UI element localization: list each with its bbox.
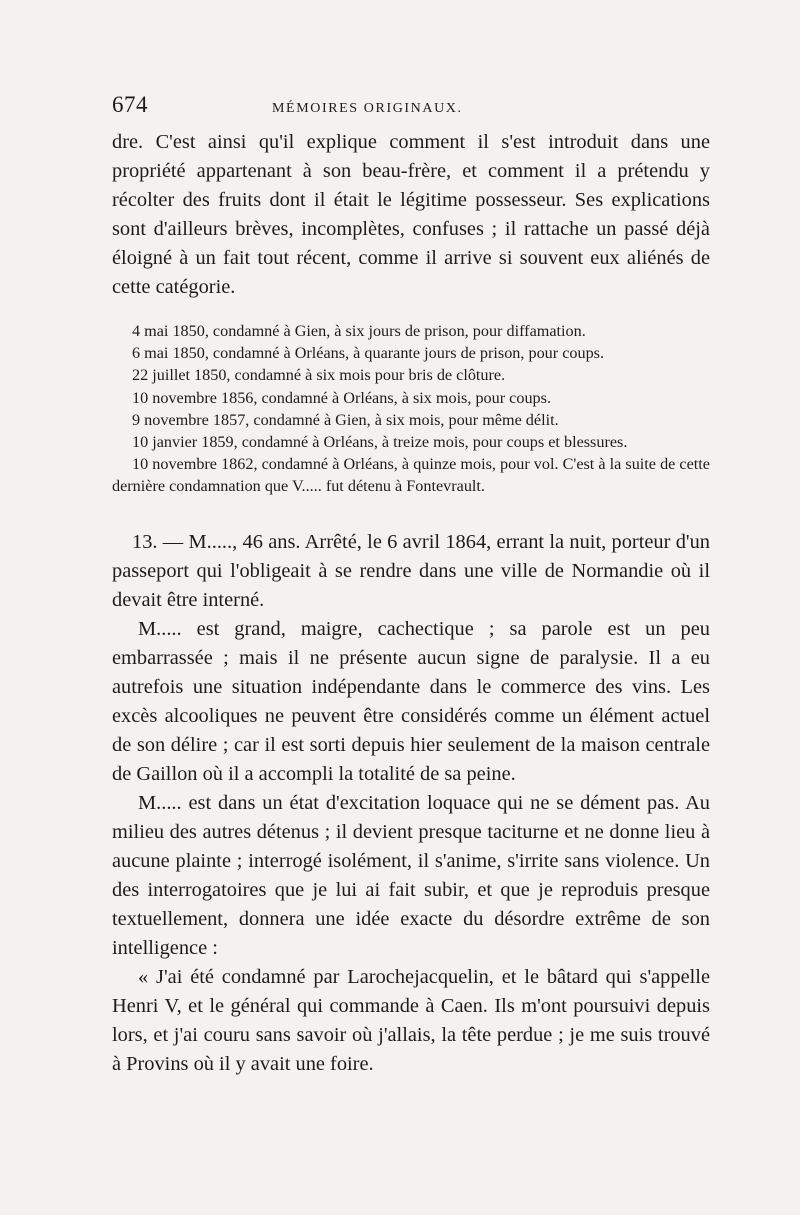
running-title: MÉMOIRES ORIGINAUX. — [272, 101, 463, 116]
page-header — [112, 92, 710, 128]
case-heading: 13. — M....., 46 ans. Arrêté, le 6 avril 1864, errant la nuit, porteur d'un passeport qui l'obligeait à se rendre dans une ville de Normandie où il devait être interné. — [112, 530, 710, 611]
record-item: 10 janvier 1859, condamné à Orléans, à treize mois, pour coups et blessures. — [132, 433, 628, 452]
case-13 — [112, 528, 710, 1079]
record-item: 6 mai 1850, condamné à Orléans, à quarante jours de prison, pour coups. — [132, 344, 605, 363]
conviction-records — [112, 320, 710, 498]
record-item: 22 juillet 1850, condamné à six mois pour bris de clôture. — [132, 366, 506, 385]
case-paragraph: M..... est dans un état d'excitation loquace qui ne se dément pas. Au milieu des autres détenus ; il devient presque taciturne et ne donne lieu à aucune plainte ; interrogé isolément, il s'anime, s'irrite sans violence. Un des interrogatoires que je lui ai fait subir, et que je reproduis presque textuellement, donnera une idée exacte du désordre extrême de son intelligence : — [112, 791, 710, 959]
page-number: 674 — [112, 92, 148, 117]
record-item: 10 novembre 1856, condamné à Orléans, à six mois, pour coups. — [132, 388, 551, 407]
case-quote: « J'ai été condamné par Larochejacquelin, et le bâtard qui s'appelle Henri V, et le général qui commande à Caen. Ils m'ont poursuivi depuis lors, et j'ai couru sans savoir où j'allais, la tête perdue ; je me suis trouvé à Provins où il y avait une foire. — [112, 965, 710, 1075]
case-paragraph: M..... est grand, maigre, cachectique ; sa parole est un peu embarrassée ; mais il ne présente aucun signe de paralysie. Il a eu autrefois une situation indépendante dans le commerce des vins. Les excès alcooliques ne peuvent être considérés comme un élément actuel de son délire ; car il est sorti depuis hier seulement de la maison centrale de Gaillon où il a accompli la totalité de sa peine. — [112, 617, 710, 785]
record-item: 10 novembre 1862, condamné à Orléans, à quinze mois, pour vol. C'est à la suite de cette dernière condamnation que V..... fut détenu à Fontevrault. — [112, 455, 710, 496]
record-item: 4 mai 1850, condamné à Gien, à six jours de prison, pour diffamation. — [132, 322, 586, 340]
record-item: 9 novembre 1857, condamné à Gien, à six mois, pour même délit. — [132, 410, 559, 429]
intro-paragraph: dre. C'est ainsi qu'il explique comment il s'est introduit dans une propriété appartenant à son beau-frère, et comment il a prétendu y récolter des fruits dont il était le légitime possesseur. Ses explications sont d'ailleurs brèves, incomplètes, confuses ; il rattache un passé déjà éloigné à un fait tout récent, comme il arrive si souvent eux aliénés de cette catégorie. — [112, 131, 710, 298]
